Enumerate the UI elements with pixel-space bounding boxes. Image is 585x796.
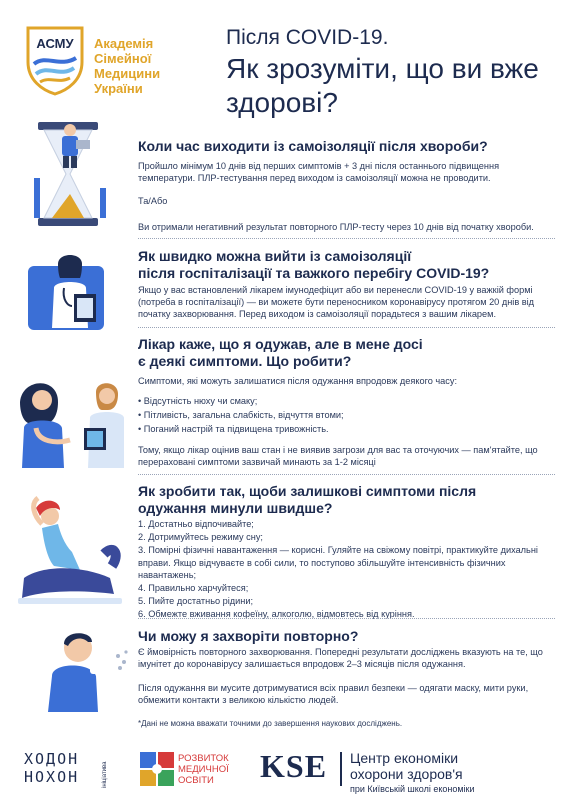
- section-1-paragraph: Пройшло мінімум 10 днів від перших симптомів + 3 дні після останнього підвищення температури. ПЛР-тестування перед виходом із самоізоляції можна не проводити.: [138, 161, 500, 184]
- hourglass-illustration: [30, 118, 110, 230]
- yoga-illustration: [14, 494, 126, 612]
- divider: [138, 327, 555, 328]
- advice-list: [138, 518, 556, 621]
- question-line: є деякі симптоми. Що робити?: [138, 353, 352, 369]
- rozvytok-line: МЕДИЧНОЇ: [178, 764, 229, 775]
- list-item: • Поганий настрій та підвищена тривожність.: [138, 424, 329, 435]
- divider: [138, 618, 555, 619]
- section-3-question: [138, 336, 558, 370]
- section-2-paragraph: Якщо у вас встановлений лікарем імунодефіцит або ви перенесли COVID-19 у важкій формі (потреба в госпіталізації) — ви можете бути переносником коронавірусу протягом 20 днів від початку захворювання. Перед виходом із самоізоляції порадьтеся з вашим лікарем.: [138, 285, 535, 320]
- hohon-top: ХОДОН: [24, 750, 80, 768]
- hohon-side-wrap: [102, 752, 112, 788]
- logo-organization-name: [94, 36, 160, 96]
- divider: [138, 238, 555, 239]
- rozvytok-line: РОЗВИТОК: [178, 753, 229, 764]
- list-item: • Пітливість, загальна слабкість, відчуття втоми;: [138, 410, 344, 421]
- symptom-list: [138, 395, 556, 436]
- sneezing-man-illustration: [22, 626, 130, 712]
- hohon-bottom: НОХОН: [24, 768, 80, 786]
- divider: [138, 474, 555, 475]
- kse-subtitle: при Київській школі економіки: [350, 784, 475, 794]
- question-line: Лікар каже, що я одужав, але в мене досі: [138, 336, 423, 352]
- hohon-logo: [24, 750, 108, 790]
- list-item: 2. Дотримуйтесь режиму сну;: [138, 532, 263, 543]
- question-line: Як швидко можна вийти із самоізоляції: [138, 248, 412, 264]
- section-2-question: [138, 248, 558, 282]
- section-4-question: [138, 483, 558, 517]
- logo-line: Академія: [94, 36, 154, 51]
- question-line: після госпіталізації та важкого перебігу COVID-19?: [138, 265, 490, 281]
- rozvytok-line: ОСВІТИ: [178, 775, 214, 786]
- logo-line: Сімейної: [94, 51, 152, 66]
- kse-center-line: Центр економіки: [350, 750, 459, 766]
- kse-logo: KSE: [260, 748, 328, 784]
- page-title: Як зрозуміти, що ви вже здорові?: [226, 53, 539, 118]
- section-3-intro: Симптоми, які можуть залишатися після одужання впродовж деякого часу:: [138, 376, 458, 386]
- section-1-or: Та/Або: [138, 196, 168, 206]
- list-item: 1. Достатньо відпочивайте;: [138, 519, 254, 529]
- list-item: 4. Правильно харчуйтеся;: [138, 583, 249, 594]
- hohon-side-label: ініціатива: [102, 761, 108, 788]
- logo-abbr: АСМУ: [36, 36, 74, 51]
- kse-center-line: охорони здоров'я: [350, 766, 463, 782]
- acmu-logo: [24, 24, 86, 96]
- kse-center-name: [350, 750, 463, 782]
- section-5-question: Чи можу я захворіти повторно?: [138, 628, 359, 644]
- section-1-question: Коли час виходити із самоізоляції після хвороби?: [138, 138, 488, 154]
- logo-line: Медицини: [94, 66, 161, 81]
- footer-separator: [340, 752, 342, 786]
- doctor-illustration: [22, 248, 112, 330]
- section-5-paragraph: Є ймовірність повторного захворювання. Попередні результати досліджень вказують на те, що імунітет до коронавірусу залишається впродовж 2–3 місяців після одужання.: [138, 647, 543, 670]
- rozvytok-logo-mark: [140, 752, 174, 786]
- logo-line: України: [94, 81, 143, 96]
- list-item: • Відсутність нюху чи смаку;: [138, 396, 258, 406]
- women-illustration: [12, 372, 128, 472]
- section-1-paragraph: Ви отримали негативний результат повторного ПЛР-тесту через 10 днів від початку хвороби.: [138, 222, 534, 232]
- section-5-paragraph: Після одужання ви мусите дотримуватися всіх правил безпеки — одягати маску, мити руки, обмежити контакти з великою кількістю людей.: [138, 683, 529, 706]
- question-line: Як зробити так, щоби залишкові симптоми після: [138, 483, 477, 499]
- question-line: одужання минули швидше?: [138, 500, 333, 516]
- section-3-outro: Тому, якщо лікар оцінив ваш стан і не виявив загрози для вас та оточуючих — пам'ятайте, що перераховані симптоми зазвичай минають за 1-2 місяці: [138, 445, 538, 468]
- list-item: 6. Обмежте вживання кофеїну, алкоголю, відмовтесь від куріння.: [138, 609, 415, 620]
- footnote: *Дані не можна вважати точними до завершення наукових досліджень.: [138, 719, 403, 728]
- list-item: 5. Пийте достатньо рідини;: [138, 596, 254, 607]
- page-subtitle: Після COVID-19.: [226, 26, 389, 49]
- list-item: 3. Помірні фізичні навантаження — корисні. Гуляйте на свіжому повітрі, практикуйте дихальні вправи. Якщо відчуваєте в собі сили, то поступово збільшуйте інтенсивність фізичних навантажень;: [138, 545, 538, 580]
- rozvytok-logo-text: [178, 753, 229, 786]
